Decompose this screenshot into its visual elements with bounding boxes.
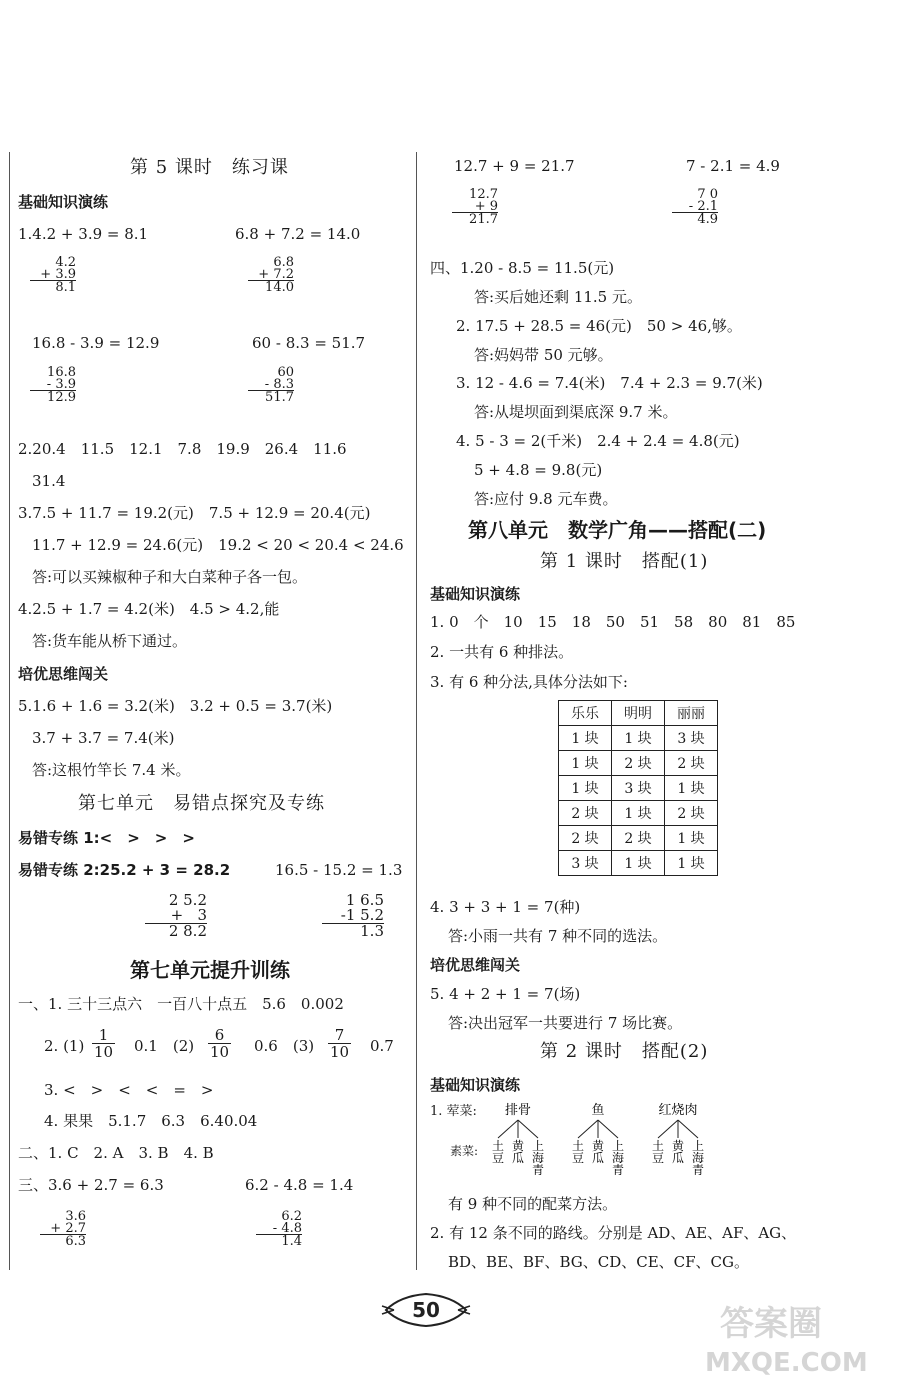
lesson-title: 第 1 课时 搭配(1)	[540, 551, 709, 572]
answer-line: 二、1. C 2. A 3. B 4. B	[18, 1144, 214, 1162]
vertical-calc: 7 0 - 2.1 4.9	[672, 188, 718, 225]
answer-line: 答:可以买辣椒种子和大白菜种子各一包。	[32, 568, 308, 586]
allocation-table	[558, 700, 718, 876]
table-cell: 1 块	[612, 851, 665, 876]
vertical-calc: 4.2 + 3.9 8.1	[30, 256, 76, 293]
answer-line: 答:货车能从桥下通过。	[32, 632, 188, 650]
meat-item: 红烧肉	[658, 1103, 698, 1118]
table-header-cell: 乐乐	[559, 701, 612, 726]
answer-line: 12.7 + 9 = 21.7	[454, 157, 575, 175]
veg-label: 素菜:	[450, 1144, 479, 1158]
answer-line: 3. < > < < = >	[44, 1081, 214, 1099]
table-cell: 3 块	[559, 851, 612, 876]
section-heading: 培优思维闯关	[430, 956, 521, 974]
meat-item: 鱼	[591, 1103, 605, 1118]
table-row	[559, 776, 718, 801]
answer-line: 2. 一共有 6 种排法。	[430, 643, 574, 661]
answer-line: 60 - 8.3 = 51.7	[252, 334, 366, 352]
veg-item-char: 黄	[591, 1139, 605, 1153]
answer-line: 答:从堤坝面到渠底深 9.7 米。	[474, 403, 678, 421]
veg-item-char: 上	[611, 1139, 625, 1153]
table-cell: 2 块	[665, 801, 718, 826]
answer-line: 答:妈妈带 50 元够。	[474, 346, 613, 364]
table-cell: 1 块	[612, 726, 665, 751]
veg-item-char: 青	[691, 1163, 705, 1177]
answer-line: 5. 4 + 2 + 1 = 7(场)	[430, 985, 581, 1003]
table-header-cell: 明明	[612, 701, 665, 726]
answer-line: 11.7 + 12.9 = 24.6(元) 19.2 < 20 < 20.4 < 24.6	[32, 536, 404, 554]
table-cell: 2 块	[559, 801, 612, 826]
answer-line: 3.7 + 3.7 = 7.4(米)	[32, 729, 175, 747]
table-header-cell: 丽丽	[665, 701, 718, 726]
table-row	[559, 726, 718, 751]
column-divider	[416, 152, 417, 1270]
table-cell: 2 块	[665, 751, 718, 776]
answer-line: 3. 12 - 4.6 = 7.4(米) 7.4 + 2.3 = 9.7(米)	[456, 374, 763, 392]
veg-item-char: 黄	[671, 1139, 685, 1153]
vertical-calc: 1 6.5 -1 5.2 1.3	[322, 893, 384, 939]
table-cell: 1 块	[665, 776, 718, 801]
answer-line: 答:决出冠军一共要进行 7 场比赛。	[448, 1014, 683, 1032]
veg-item-char: 瓜	[671, 1151, 685, 1165]
answer-line: 一、1. 三十三点六 一百八十点五 5.6 0.002	[18, 995, 344, 1013]
table-row	[559, 751, 718, 776]
meat-label: 1. 荤菜:	[430, 1104, 477, 1119]
answer-line: 易错专练 1:< > > >	[18, 829, 195, 847]
answer-line: 7 - 2.1 = 4.9	[686, 157, 780, 175]
watermark-url: MXQE.COM	[705, 1348, 868, 1378]
answer-line: 4.2.5 + 1.7 = 4.2(米) 4.5 > 4.2,能	[18, 600, 280, 618]
table-cell: 3 块	[612, 776, 665, 801]
vertical-calc: 2 5.2 + 3 2 8.2	[145, 893, 207, 939]
veg-item-char: 豆	[571, 1151, 585, 1165]
unit-title: 第八单元 数学广角——搭配(二)	[468, 518, 767, 542]
fraction: $\frac{6}{10}$	[210, 1026, 230, 1061]
table-cell: 3 块	[665, 726, 718, 751]
left-margin-line	[9, 152, 10, 1270]
page-number: 50	[412, 1298, 440, 1322]
table-header-row	[559, 701, 718, 726]
veg-item-char: 瓜	[511, 1151, 525, 1165]
answer-line: 4. 5 - 3 = 2(千米) 2.4 + 2.4 = 4.8(元)	[456, 432, 740, 450]
pairing-line	[598, 1120, 618, 1138]
fraction: $\frac{7}{10}$	[330, 1026, 350, 1061]
table-cell: 1 块	[665, 826, 718, 851]
table-cell: 1 块	[612, 801, 665, 826]
vertical-calc: 60 - 8.3 51.7	[248, 366, 294, 403]
table-cell: 2 块	[612, 751, 665, 776]
table-cell: 1 块	[559, 726, 612, 751]
section-heading: 基础知识演练	[430, 585, 521, 603]
answer-line: 三、3.6 + 2.7 = 6.3	[18, 1176, 164, 1194]
answer-line: 2.20.4 11.5 12.1 7.8 19.9 26.4 11.6	[18, 440, 347, 458]
vertical-calc: 6.2 - 4.8 1.4	[256, 1210, 302, 1247]
table-cell: 1 块	[665, 851, 718, 876]
veg-item-char: 海	[531, 1151, 545, 1165]
answer-line: 2. (1)	[44, 1037, 85, 1055]
pairing-line	[498, 1120, 518, 1138]
meat-item: 排骨	[504, 1103, 532, 1118]
answer-line: 4. 3 + 3 + 1 = 7(种)	[430, 898, 581, 916]
vertical-calc: 12.7 + 9 21.7	[452, 188, 498, 225]
section-heading: 基础知识演练	[18, 193, 109, 211]
section-heading: 基础知识演练	[430, 1076, 521, 1094]
table-cell: 1 块	[559, 751, 612, 776]
page-number-badge	[380, 1288, 472, 1332]
answer-line: 6.2 - 4.8 = 1.4	[245, 1176, 354, 1194]
table-cell: 2 块	[612, 826, 665, 851]
pairing-line	[578, 1120, 598, 1138]
answer-line: 31.4	[32, 472, 66, 490]
answer-line: 有 9 种不同的配菜方法。	[448, 1195, 618, 1213]
veg-item-char: 豆	[651, 1151, 665, 1165]
vertical-calc: 6.8 + 7.2 14.0	[248, 256, 294, 293]
veg-item-char: 土	[491, 1139, 505, 1153]
veg-item-char: 土	[651, 1139, 665, 1153]
veg-item-char: 海	[691, 1151, 705, 1165]
table-row	[559, 851, 718, 876]
answer-line: 1.4.2 + 3.9 = 8.1	[18, 225, 149, 243]
answer-line: BD、BE、BF、BG、CD、CE、CF、CG。	[448, 1253, 750, 1271]
answer-line: 6.8 + 7.2 = 14.0	[235, 225, 361, 243]
answer-line: 5 + 4.8 = 9.8(元)	[474, 461, 603, 479]
lesson-title: 第 5 课时 练习课	[130, 157, 289, 178]
veg-item-char: 黄	[511, 1139, 525, 1153]
answer-line: 四、1.20 - 8.5 = 11.5(元)	[430, 259, 615, 277]
veg-item-char: 青	[611, 1163, 625, 1177]
veg-item-char: 上	[691, 1139, 705, 1153]
veg-item-char: 土	[571, 1139, 585, 1153]
table-cell: 2 块	[559, 826, 612, 851]
pairing-tree	[480, 1100, 720, 1180]
answer-line: 4. 果果 5.1.7 6.3 6.40.04	[44, 1112, 258, 1130]
section-heading: 培优思维闯关	[18, 665, 109, 683]
veg-item-char: 青	[531, 1163, 545, 1177]
answer-line: 易错专练 2:25.2 + 3 = 28.2	[18, 861, 231, 879]
vertical-calc: 3.6 + 2.7 6.3	[40, 1210, 86, 1247]
fraction: $\frac{1}{10}$	[94, 1026, 114, 1061]
lesson-title: 第 2 课时 搭配(2)	[540, 1041, 709, 1062]
answer-line: 0.1 (2)	[134, 1037, 195, 1055]
vertical-calc: 16.8 - 3.9 12.9	[30, 366, 76, 403]
answer-line: 16.5 - 15.2 = 1.3	[275, 861, 403, 879]
veg-item-char: 海	[611, 1151, 625, 1165]
answer-line: 16.8 - 3.9 = 12.9	[32, 334, 160, 352]
answer-line: 0.7	[370, 1037, 394, 1055]
table-cell: 1 块	[559, 776, 612, 801]
answer-line: 答:买后她还剩 11.5 元。	[474, 288, 642, 306]
table-row	[559, 826, 718, 851]
answer-line: 答:这根竹竿长 7.4 米。	[32, 761, 191, 779]
answer-line: 答:小雨一共有 7 种不同的选法。	[448, 927, 668, 945]
answer-line: 3. 有 6 种分法,具体分法如下:	[430, 673, 628, 691]
unit-title: 第七单元 易错点探究及专练	[78, 793, 325, 814]
veg-item-char: 豆	[491, 1151, 505, 1165]
answer-line: 2. 有 12 条不同的路线。分别是 AD、AE、AF、AG、	[430, 1224, 797, 1242]
table-row	[559, 801, 718, 826]
answer-line: 2. 17.5 + 28.5 = 46(元) 50 > 46,够。	[456, 317, 742, 335]
answer-line: 答:应付 9.8 元车费。	[474, 490, 618, 508]
veg-item-char: 上	[531, 1139, 545, 1153]
answer-line: 3.7.5 + 11.7 = 19.2(元) 7.5 + 12.9 = 20.4(元)	[18, 504, 371, 522]
answer-line: 0.6 (3)	[254, 1037, 315, 1055]
unit-title: 第七单元提升训练	[130, 958, 290, 982]
pairing-line	[518, 1120, 538, 1138]
answer-line: 5.1.6 + 1.6 = 3.2(米) 3.2 + 0.5 = 3.7(米)	[18, 697, 333, 715]
answer-line: 1. 0 个 10 15 18 50 51 58 80 81 85	[430, 613, 796, 631]
pairing-line	[658, 1120, 678, 1138]
watermark-logo: 答案圈	[720, 1304, 822, 1344]
pairing-line	[678, 1120, 698, 1138]
veg-item-char: 瓜	[591, 1151, 605, 1165]
